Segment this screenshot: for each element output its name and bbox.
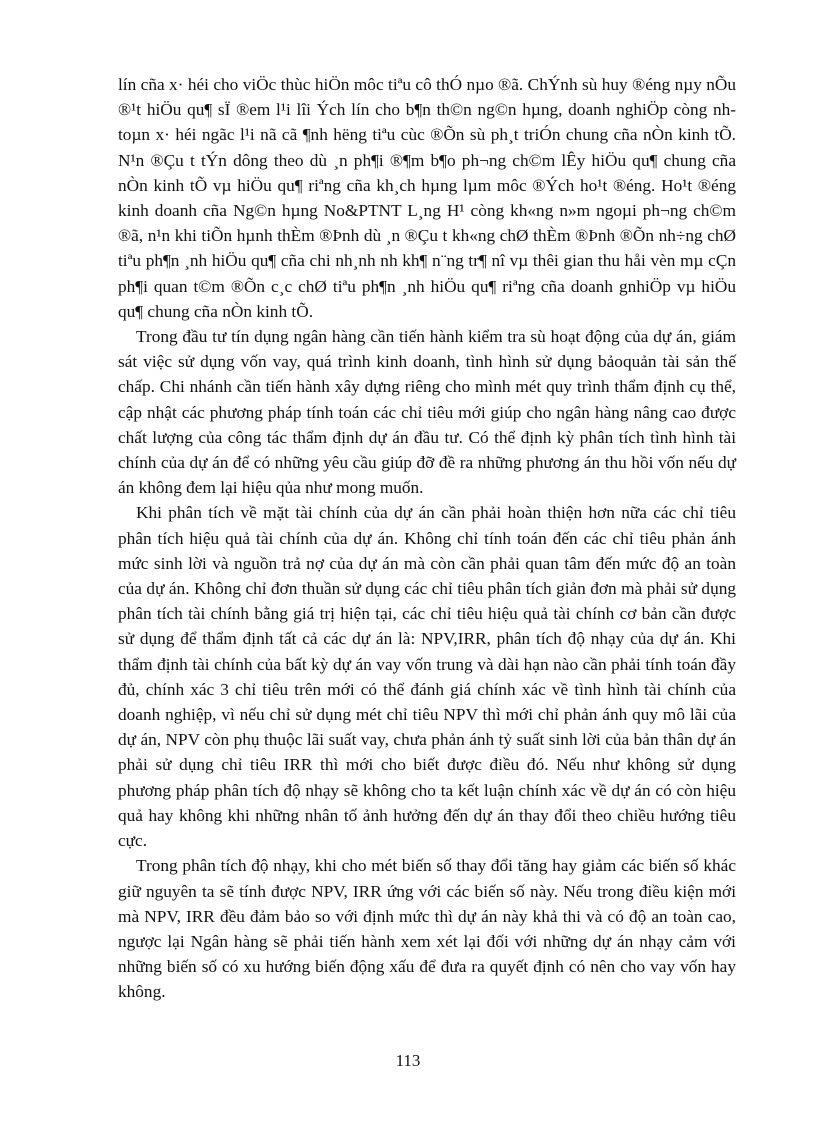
page-number: 113 bbox=[395, 1051, 421, 1070]
paragraph-3: Khi phân tích về mặt tài chính của dự án cần phải hoàn thiện hơn nữa các chỉ tiêu phân tích hiệu quả tài chính của dự án. Không chỉ tính toán đến các chỉ tiêu phản ánh mức sinh lời và nguồn trả nợ của dự án mà còn cần phải quan tâm đến mức độ an toàn của dự án. Không chỉ đơn thuần sử dụng các chỉ tiêu phân tích giản đơn mà phải sử dụng phân tích tài chính bằng giá trị hiện tại, các chỉ tiêu hiệu quả tài chính cơ bản cần được sử dụng để thẩm định tất cả các dự án là: NPV,IRR, phân tích độ nhạy của dự án. Khi thẩm định tài chính của bất kỳ dự án vay vốn trung và dài hạn nào cần phải tính toán đầy đủ, chính xác 3 chỉ tiêu trên mới có thể đánh giá chính xác về tình hình tài chính của doanh nghiệp, vì nếu chỉ sử dụng mét chỉ tiêu NPV thì mới chỉ phản ánh quy mô lãi của dự án, NPV còn phụ thuộc lãi suất vay, chưa phản ánh tỷ suất sinh lời của bản thân dự án phải sử dụng chỉ tiêu IRR thì mới cho biết được điều đó. Nếu như không sử dụng phương pháp phân tích độ nhạy sẽ không cho ta kết luận chính xác về dự án có còn hiệu quả hay không khi những nhân tố ảnh hưởng đến dự án thay đổi theo chiều hướng tiêu cực. bbox=[118, 503, 736, 851]
paragraph-1: lín cña x· héi cho viÖc thùc hiÖn môc tiªu cô thÓ nµo ®ã. ChÝnh sù huy ®éng nµy nÕu ®¹t hiÖu qu¶ sÏ ®em l¹i lîi Ých lín cho b¶n th©n ng©n hµng, doanh nghiÖp còng nh toµn x· héi ngãc l¹i nã cã ¶nh hëng tiªu cùc ®Õn sù ph¸t triÓn chung cña nÒn kinh tÕ. N¹n ®Çu t tÝn dông theo dù ¸n ph¶i ®¶m b¶o ph¬ng ch©m lÊy hiÖu qu¶ chung cña nÒn kinh tÕ vµ hiÖu qu¶ riªng cña kh¸ch hµng lµm môc ®Ých ho¹t ®éng. Ho¹t ®éng kinh doanh cña Ng©n hµng No&PTNT L¸ng H¹ còng kh«ng n»m ngoµi ph¬ng ch©m ®ã, n¹n khi tiÕn hµnh thÈm ®Þnh dù ¸n ®Çu t kh«ng chØ thÈm ®Þnh ®Õn nh÷ng chØ tiªu ph¶n ¸nh hiÖu qu¶ cña chi nh¸nh nh kh¶ n¨ng tr¶ nî vµ thêi gian thu håi vèn mµ cÇn ph¶i quan t©m ®Õn c¸c chØ tiªu ph¶n ¸nh hiÖu qu¶ riªng cña doanh gnhiÖp vµ hiÖu qu¶ chung cña nÒn kinh tÕ. bbox=[118, 75, 736, 321]
body-text bbox=[118, 72, 736, 1005]
paragraph-4: Trong phân tích độ nhạy, khi cho mét biến số thay đổi tăng hay giảm các biến số khác giữ nguyên ta sẽ tính được NPV, IRR ứng với các biến số này. Nếu trong điều kiện mới mà NPV, IRR đều đảm bảo so với định mức thì dự án này khả thi và có độ an toàn cao, ngược lại Ngân hàng sẽ phải tiến hành xem xét lại đối với những dự án nhạy cảm với những biến số có xu hướng biến động xấu để đưa ra quyết định có nên cho vay vốn hay không. bbox=[118, 856, 736, 1002]
paragraph-2: Trong đầu tư tín dụng ngân hàng cần tiến hành kiểm tra sù hoạt động của dự án, giám sát việc sử dụng vốn vay, quá trình kinh doanh, tình hình sử dụng bảoquản tài sản thế chấp. Chi nhánh cần tiến hành xây dựng riêng cho mình mét quy trình thẩm định cụ thể, cập nhật các phương pháp tính toán các chỉ tiêu mới giúp cho ngân hàng nâng cao được chất lượng của công tác thẩm định dự án đầu tư. Có thể định kỳ phân tích tình hình tài chính của dự án để có những yêu cầu giúp đỡ đề ra những phương án thu hồi vốn nếu dự án không đem lại hiệu qủa như mong muốn. bbox=[118, 327, 736, 498]
